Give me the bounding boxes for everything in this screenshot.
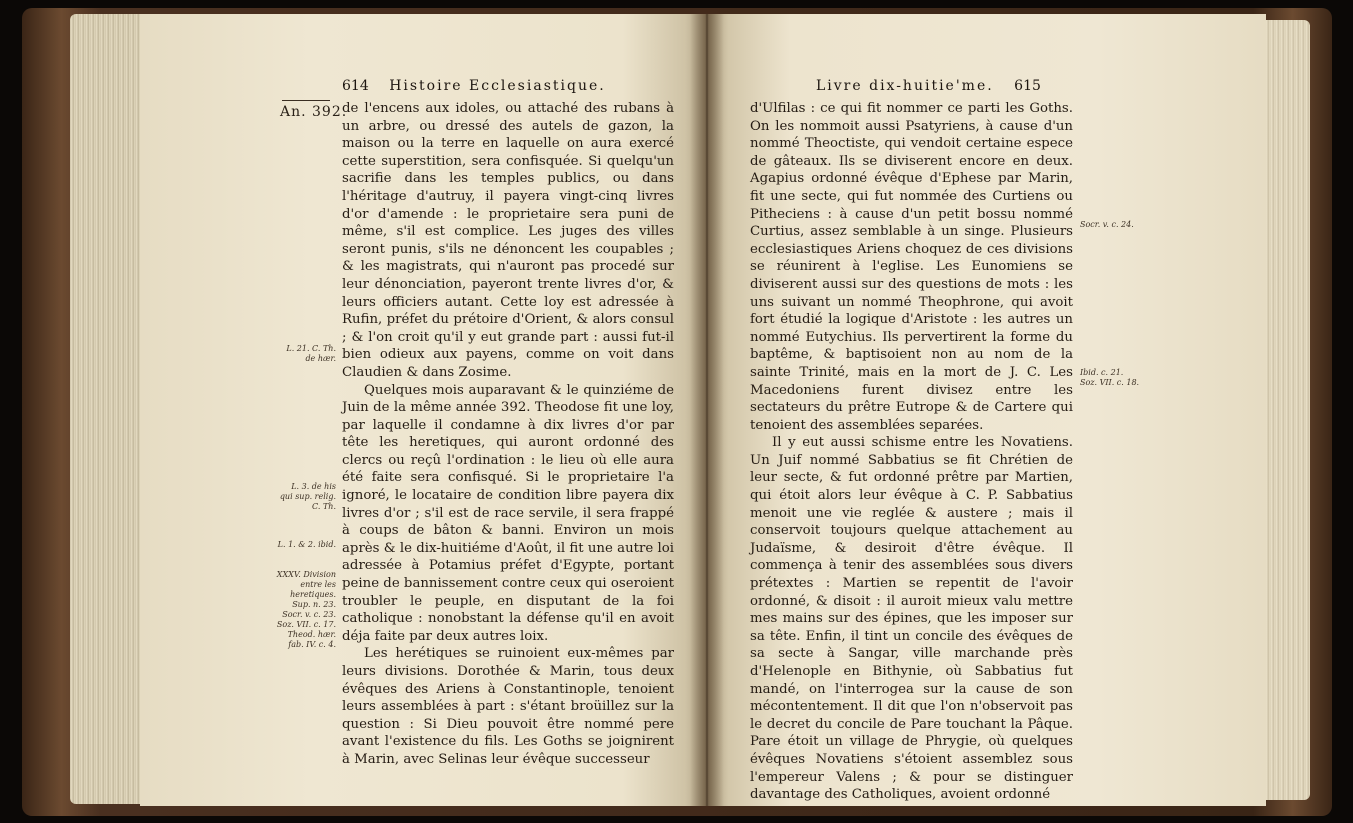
right-running-head	[816, 78, 1041, 94]
paragraph: Quelques mois auparavant & le quinziéme de Juin de la même année 392. Theodose fit une loy, par laquelle il condamne à dix livres d'or par tête les heretiques, qui auront ordonné des clercs ou reçû l'ordination : le lieu où elle aura été faite sera confisqué. Si le proprietaire l'a ignoré, le locataire de condition libre payera dix livres d'or ; s'il est de race servile, il sera frappé à coups de bâton & banni. Environ un mois après & le dix-huitiéme d'Août, il fit une autre loi adressée à Potamius préfet d'Egypte, portant peine de bannissement contre ceux qui oseroient troubler le peuple, en disputant de la foi catholique : nonobstant la défense qu'il en avoit déja faite par deux autres loix.	[342, 382, 674, 644]
left-running-head	[342, 78, 606, 94]
binding-gutter	[690, 14, 724, 806]
right-running-title: Livre dix-huitie'me.	[816, 78, 994, 94]
margin-note: XXXV. Division entre les heretiques. Sup. n. 23. Socr. v. c. 23. Soz. VII. c. 17. Theod. hær. fab. IV. c. 4.	[276, 570, 336, 649]
right-page-number: 615	[1014, 78, 1041, 94]
year-note: An. 392.	[280, 104, 348, 120]
margin-note: Ibid. c. 21. Soz. VII. c. 18.	[1080, 368, 1140, 387]
margin-note: Socr. v. c. 24.	[1080, 220, 1134, 229]
margin-note: L. 3. de his qui sup. relig. C. Th.	[279, 482, 336, 511]
margin-rule	[282, 100, 330, 101]
paragraph: d'Ulfilas : ce qui fit nommer ce parti les Goths. On les nommoit aussi Psatyriens, à cause d'un nommé Theoctiste, qui vendoit certaine espece de gâteaux. Ils se diviserent encore en deux. Agapius ordonné évêque d'Ephese par Marin, fit une secte, qui fut nommée des Curtiens ou Pitheciens : à cause d'un petit bossu nommé Curtius, assez semblable à un singe. Plusieurs ecclesiastiques Ariens choquez de ces divisions se réunirent à l'eglise. Les Eunomiens se diviserent aussi sur des questions de mots : les uns suivant un nommé Theophrone, qui avoit fort étudié la logique d'Aristote : les autres un nommé Eutychius. Ils pervertirent la forme du baptême, & baptisoient non au nom de la sainte Trinité, mais en la mort de J. C. Les Macedoniens furent divisez entre les sectateurs du prêtre Eutrope & de Cartere qui tenoient des assemblées separées.	[750, 101, 1073, 433]
paragraph: de l'encens aux idoles, ou attaché des rubans à un arbre, ou dressé des autels de gazon, la maison ou la terre en laquelle on aura exercé cette superstition, sera confisquée. Si quelqu'un sacrifie dans les temples publics, ou dans l'héritage d'autruy, il payera vingt-cinq livres d'or d'amende : le proprietaire sera puni de même, s'il est complice. Les juges des villes seront punis, s'ils ne dénoncent les coupables ; & les magistrats, qui n'auront pas procedé sur leur dénonciation, payeront trente livres d'or, & leurs officiers autant. Cette loy est adressée à Rufin, préfet du prétoire d'Orient, & alors consul ; & l'on croit qu'il y eut grande part : aussi fut-il bien odieux aux payens, comme on voit dans Claudien & dans Zosime.	[342, 101, 674, 380]
right-body-text	[750, 100, 1073, 804]
margin-note: L. 21. C. Th. de hær.	[286, 344, 336, 363]
left-page	[140, 14, 708, 806]
left-running-title: Histoire Ecclesiastique.	[389, 78, 606, 94]
right-page	[706, 14, 1266, 806]
left-body-text	[342, 100, 674, 769]
page-edges-right	[1260, 20, 1310, 800]
paragraph: Les herétiques se ruinoient eux-mêmes par leurs divisions. Dorothée & Marin, tous deux évêques des Ariens à Constantinople, tenoient leurs assemblées à part : s'étant broüillez sur la question : Si Dieu pouvoit être nommé pere avant l'existence du fils. Les Goths se joignirent à Marin, avec Selinas leur évêque successeur	[342, 646, 674, 767]
margin-note: L. 1. & 2. ibid.	[277, 540, 336, 549]
left-page-number: 614	[342, 78, 369, 94]
paragraph: Il y eut aussi schisme entre les Novatiens. Un Juif nommé Sabbatius se fit Chrétien de leur secte, & fut ordonné prêtre par Martien, qui étoit alors leur évêque à C. P. Sabbatius menoit une vie reglée & austere ; mais il conservoit toujours quelque attachement au Judaïsme, & desiroit d'être évêque. Il commença à tenir des assemblées sous divers prétextes : Martien se repentit de l'avoir ordonné, & disoit : il auroit mieux valu mettre mes mains sur des épines, que les imposer sur sa tête. Enfin, il tint un concile des évêques de sa secte à Sangar, ville marchande près d'Helenople en Bithynie, où Sabbatius fut mandé, on l'interrogea sur la cause de son mécontentement. Il dit que l'on n'observoit pas le decret du concile de Pare touchant la Pâque. Pare étoit un village de Phrygie, où quelques évêques Novatiens s'étoient assemblez sous l'empereur Valens ; & pour se distinguer davantage des Catholiques, avoient ordonné	[750, 435, 1073, 803]
page-edges-left	[70, 14, 150, 804]
